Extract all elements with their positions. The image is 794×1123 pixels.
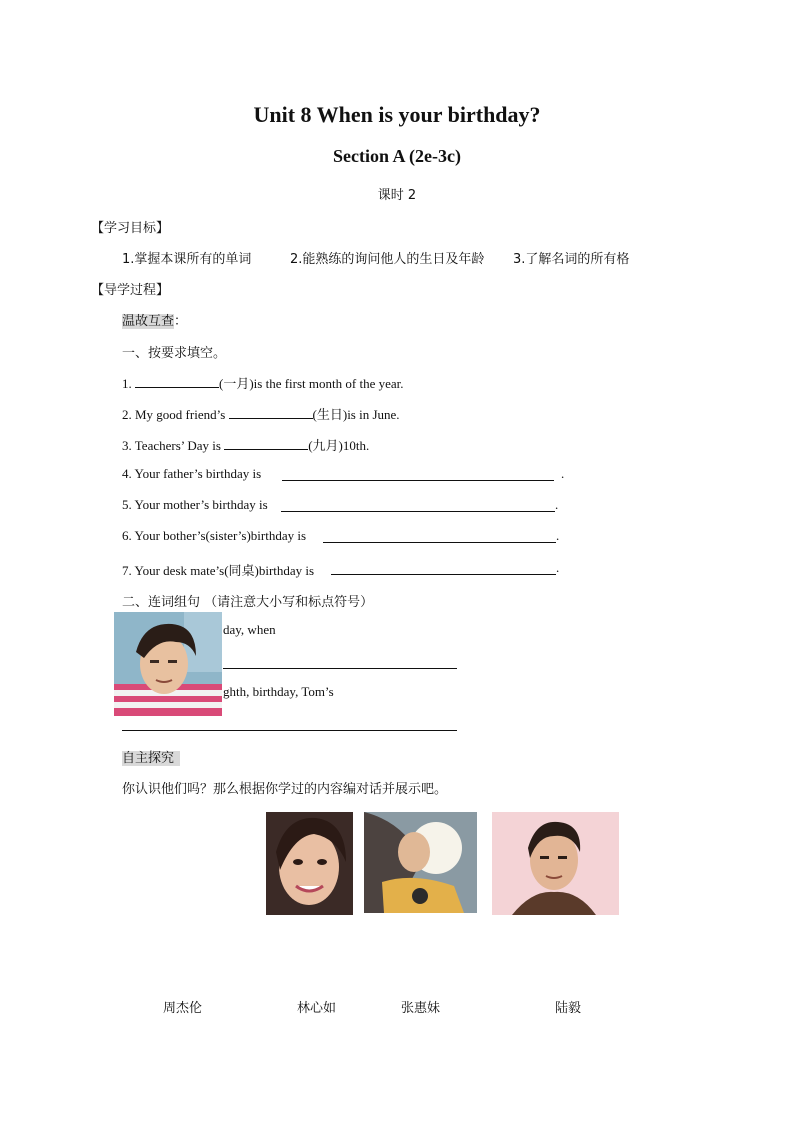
- q6-answer-line[interactable]: [323, 542, 556, 543]
- goal-item-1: 1.掌握本课所有的单词: [122, 252, 252, 267]
- process-heading: 【导学过程】: [91, 283, 170, 298]
- q5-answer-line[interactable]: [281, 511, 555, 512]
- photo-a-mei: [364, 812, 477, 913]
- name-jay-chou: 周杰伦: [163, 1001, 203, 1016]
- fill-question-3: [122, 435, 369, 454]
- order-line-3: ghth, birthday, Tom’s: [223, 684, 334, 699]
- review-label: [122, 310, 187, 329]
- order-answer-line-2[interactable]: [122, 730, 457, 731]
- q1-text: (一月)is the first month of the year.: [219, 376, 404, 391]
- page-title: Unit 8 When is your birthday?: [253, 102, 541, 127]
- q5-end: .: [555, 497, 559, 512]
- q7-answer-line[interactable]: [331, 574, 556, 575]
- photo-lu-yi: [492, 812, 619, 915]
- q1-number: 1.: [122, 376, 132, 391]
- fill-question-1: [122, 373, 404, 392]
- q2-text-end: (生日)is in June.: [312, 407, 400, 422]
- q3-text-end: (九月)10th.: [308, 438, 370, 453]
- q1-blank[interactable]: [135, 374, 219, 388]
- photo-jay-chou: [114, 612, 222, 716]
- q5-text: 5. Your mother’s birthday is: [122, 497, 268, 512]
- order-answer-line-1[interactable]: [223, 668, 457, 669]
- q4-text: 4. Your father’s birthday is: [122, 466, 262, 481]
- photo-ruby-lin: [266, 812, 353, 915]
- goals-heading: 【学习目标】: [91, 221, 170, 236]
- explore-label-text: 自主探究: [122, 751, 180, 766]
- fill-question-6: [122, 528, 306, 544]
- fill-question-7: [122, 560, 314, 579]
- name-lu-yi: 陆毅: [555, 1001, 582, 1016]
- q4-end: .: [561, 466, 565, 481]
- q3-text-start: 3. Teachers’ Day is: [122, 438, 221, 453]
- q6-text: 6. Your bother’s(sister’s)birthday is: [122, 528, 307, 543]
- fill-question-2: [122, 404, 400, 423]
- section-subtitle: Section A (2e-3c): [333, 146, 461, 166]
- q7-end: .: [556, 560, 560, 575]
- q2-text-start: 2. My good friend’s: [122, 407, 226, 422]
- q3-blank[interactable]: [224, 436, 308, 450]
- fill-question-5: [122, 497, 268, 513]
- lesson-label: 课时 2: [377, 188, 417, 203]
- part1-title: 一、按要求填空。: [122, 346, 227, 361]
- review-colon: ：: [174, 314, 188, 329]
- name-ruby-lin: 林心如: [297, 1001, 337, 1016]
- part2-title: 二、连词组句 （请注意大小写和标点符号）: [122, 595, 374, 610]
- q7-text: 7. Your desk mate’s(同桌)birthday is: [122, 563, 315, 578]
- q6-end: .: [556, 528, 560, 543]
- order-line-1: day, when: [223, 622, 276, 637]
- goal-item-2: 2.能熟练的询问他人的生日及年龄: [290, 252, 485, 267]
- q4-answer-line[interactable]: [282, 480, 554, 481]
- goal-item-3: 3.了解名词的所有格: [513, 252, 630, 267]
- explore-prompt: 你认识他们吗？那么根据你学过的内容编对话并展示吧。: [122, 782, 448, 797]
- explore-label: [122, 747, 180, 766]
- review-label-text: 温故互查: [122, 314, 175, 329]
- q2-blank[interactable]: [229, 405, 313, 419]
- name-a-mei: 张惠妹: [401, 1001, 441, 1016]
- fill-question-4: [122, 466, 261, 482]
